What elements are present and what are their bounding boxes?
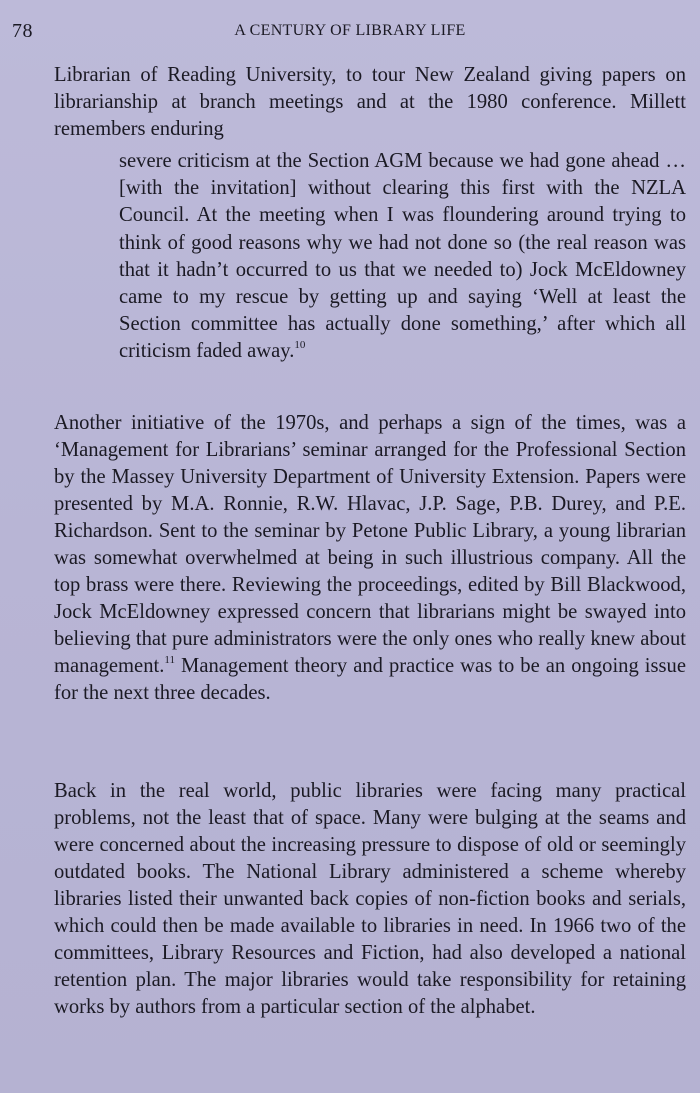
paragraph-1: Librarian of Reading University, to tour New Zealand giving papers on librarianship at branch meetings and at the 1980 conference. Millett remembers enduring [54,64,686,140]
paragraph-2-text: Another initiative of the 1970s, and perhaps a sign of the times, was a ‘Management for Librarians’ seminar arranged for the Professional Section by the Massey University Department of University Extension. Papers were presented by M.A. Ronnie, R.W. Hlavac, J.P. Sage, P.B. Durey, and P.E. Richardson. Sent to the seminar by Petone Public Library, a young librarian was somewhat overwhelmed at being in such illustrious company. All the top brass were there. Reviewing the proceedings, edited by Bill Blackwood, Jock McEldowney expressed concern that librarians might be swayed into believing that pure administrators were the only ones who really knew about management. [54,412,686,677]
paragraph-2 [54,410,686,707]
footnote-ref-10: 10 [294,339,306,352]
block-quote-text: severe criticism at the Section AGM because we had gone ahead …[with the invitation] without clearing this first with the NZLA Council. At the meeting when I was floundering around trying to think of good reasons why we had not done so (the real reason was that it hadn’t occurred to us that we needed to) Jock McEldowney came to my rescue by getting up and saying ‘Well at least the Section committee has actually done something,’ after which all criticism faded away. [119,150,686,363]
running-head [0,18,700,48]
running-title: A CENTURY OF LIBRARY LIFE [234,22,466,39]
block-quote [119,148,686,366]
paragraph-3: Back in the real world, public libraries were facing many practical problems, not the least that of space. Many were bulging at the seams and were concerned about the increasing pressure to dispose of old or seemingly outdated books. The National Library administered a scheme whereby libraries listed their unwanted back copies of non-fiction books and serials, which could then be made available to libraries in need. In 1966 two of the committees, Library Resources and Fiction, had also developed a national retention plan. The major libraries would take responsibility for retaining works by authors from a particular section of the alphabet. [54,780,686,1018]
page-number: 78 [12,20,33,42]
footnote-ref-11: 11 [164,654,175,666]
paragraph-2-tail: Management theory and practice was to be an ongoing issue for the next three decades. [54,655,686,704]
